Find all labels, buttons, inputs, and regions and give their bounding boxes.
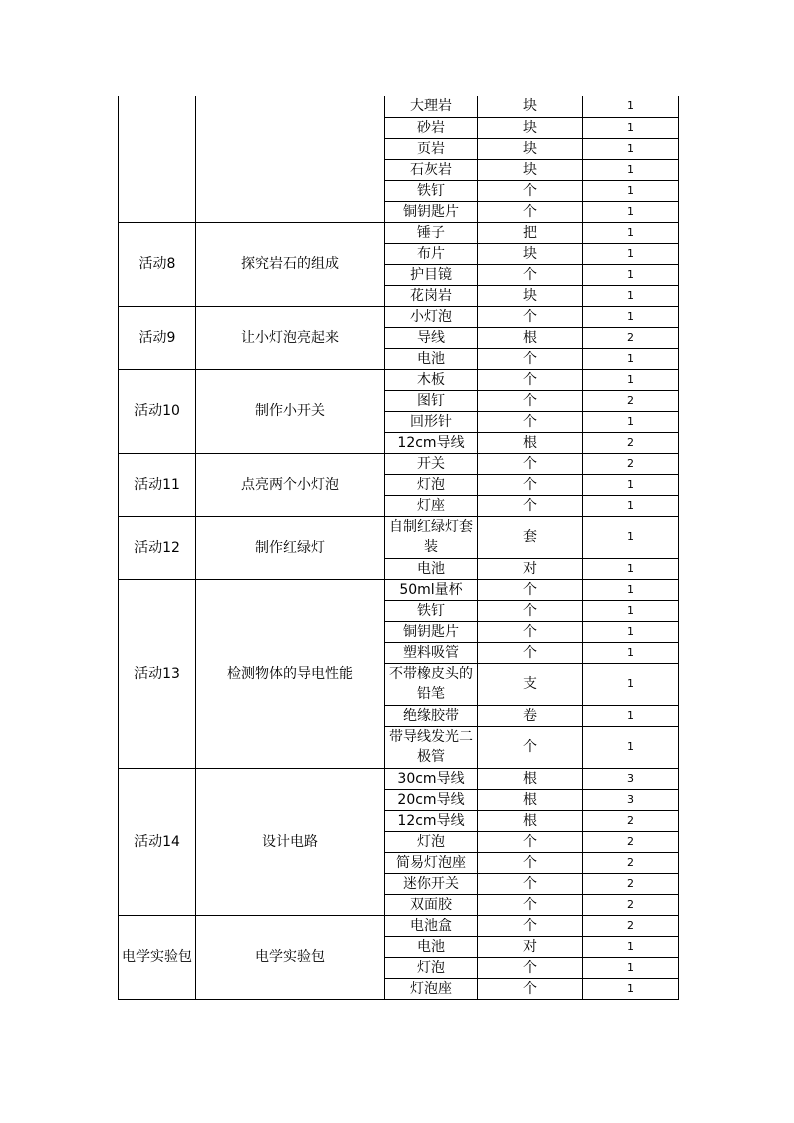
item-qty-cell: 1 [583,579,679,600]
activity-cell: 活动8 [119,222,196,306]
item-qty-cell: 1 [583,705,679,726]
item-unit-cell: 对 [478,558,583,579]
topic-cell: 点亮两个小灯泡 [196,453,385,516]
item-unit-cell: 根 [478,789,583,810]
item-name-cell: 木板 [385,369,478,390]
item-name-cell: 12cm导线 [385,432,478,453]
item-name-cell: 铜钥匙片 [385,621,478,642]
item-name-cell: 20cm导线 [385,789,478,810]
item-name-cell: 塑料吸管 [385,642,478,663]
item-name-cell: 绝缘胶带 [385,705,478,726]
topic-cell: 制作红绿灯 [196,516,385,579]
item-unit-cell: 个 [478,831,583,852]
item-name-cell: 迷你开关 [385,873,478,894]
item-name-cell: 开关 [385,453,478,474]
item-qty-cell: 1 [583,474,679,495]
item-qty-cell: 1 [583,663,679,705]
item-unit-cell: 个 [478,348,583,369]
item-unit-cell: 个 [478,474,583,495]
table-row [119,96,679,117]
item-unit-cell: 个 [478,201,583,222]
item-qty-cell: 1 [583,516,679,558]
topic-cell: 电学实验包 [196,915,385,999]
item-unit-cell: 个 [478,873,583,894]
activity-cell: 活动14 [119,768,196,915]
item-name-cell: 双面胶 [385,894,478,915]
item-name-cell: 灯泡 [385,474,478,495]
item-unit-cell: 块 [478,243,583,264]
item-qty-cell: 1 [583,495,679,516]
table-row [119,453,679,474]
item-unit-cell: 个 [478,369,583,390]
item-qty-cell: 1 [583,558,679,579]
item-qty-cell: 1 [583,348,679,369]
item-unit-cell: 块 [478,285,583,306]
item-qty-cell: 2 [583,453,679,474]
item-qty-cell: 1 [583,117,679,138]
item-qty-cell: 1 [583,957,679,978]
item-unit-cell: 支 [478,663,583,705]
table-row [119,915,679,936]
item-unit-cell: 个 [478,453,583,474]
item-unit-cell: 块 [478,96,583,117]
item-name-cell: 灯泡座 [385,978,478,999]
item-name-cell: 带导线发光二极管 [385,726,478,768]
item-qty-cell: 1 [583,642,679,663]
item-unit-cell: 根 [478,768,583,789]
item-name-cell: 大理岩 [385,96,478,117]
topic-cell: 设计电路 [196,768,385,915]
item-qty-cell: 1 [583,159,679,180]
table-row [119,768,679,789]
item-qty-cell: 1 [583,369,679,390]
item-qty-cell: 2 [583,831,679,852]
item-unit-cell: 个 [478,915,583,936]
item-qty-cell: 2 [583,432,679,453]
item-name-cell: 灯座 [385,495,478,516]
topic-cell [196,96,385,222]
item-unit-cell: 个 [478,642,583,663]
item-unit-cell: 块 [478,159,583,180]
item-unit-cell: 对 [478,936,583,957]
item-qty-cell: 1 [583,285,679,306]
item-name-cell: 不带橡皮头的铅笔 [385,663,478,705]
activity-cell: 活动9 [119,306,196,369]
item-qty-cell: 2 [583,894,679,915]
item-unit-cell: 根 [478,327,583,348]
item-name-cell: 铁钉 [385,600,478,621]
item-unit-cell: 个 [478,726,583,768]
item-name-cell: 50ml量杯 [385,579,478,600]
item-qty-cell: 1 [583,222,679,243]
item-name-cell: 铜钥匙片 [385,201,478,222]
item-unit-cell: 个 [478,957,583,978]
item-name-cell: 小灯泡 [385,306,478,327]
item-qty-cell: 2 [583,390,679,411]
item-name-cell: 布片 [385,243,478,264]
item-name-cell: 图钉 [385,390,478,411]
table-row [119,306,679,327]
activity-cell: 活动10 [119,369,196,453]
materials-table-body [119,96,679,999]
item-name-cell: 灯泡 [385,831,478,852]
item-name-cell: 页岩 [385,138,478,159]
item-qty-cell: 1 [583,138,679,159]
item-name-cell: 自制红绿灯套装 [385,516,478,558]
item-qty-cell: 2 [583,852,679,873]
item-unit-cell: 套 [478,516,583,558]
item-qty-cell: 1 [583,201,679,222]
item-name-cell: 回形针 [385,411,478,432]
item-unit-cell: 个 [478,621,583,642]
table-row [119,579,679,600]
topic-cell: 让小灯泡亮起来 [196,306,385,369]
item-unit-cell: 个 [478,411,583,432]
table-row [119,222,679,243]
item-unit-cell: 个 [478,180,583,201]
item-unit-cell: 根 [478,432,583,453]
activity-cell: 电学实验包 [119,915,196,999]
item-name-cell: 石灰岩 [385,159,478,180]
item-name-cell: 锤子 [385,222,478,243]
item-qty-cell: 1 [583,96,679,117]
item-unit-cell: 块 [478,117,583,138]
item-qty-cell: 1 [583,411,679,432]
item-unit-cell: 个 [478,306,583,327]
item-unit-cell: 个 [478,894,583,915]
item-qty-cell: 1 [583,306,679,327]
item-qty-cell: 1 [583,600,679,621]
item-name-cell: 简易灯泡座 [385,852,478,873]
item-qty-cell: 2 [583,810,679,831]
item-name-cell: 电池 [385,348,478,369]
topic-cell: 检测物体的导电性能 [196,579,385,768]
item-qty-cell: 1 [583,936,679,957]
item-unit-cell: 卷 [478,705,583,726]
item-unit-cell: 把 [478,222,583,243]
item-unit-cell: 根 [478,810,583,831]
item-name-cell: 12cm导线 [385,810,478,831]
item-qty-cell: 3 [583,789,679,810]
topic-cell: 探究岩石的组成 [196,222,385,306]
item-qty-cell: 1 [583,726,679,768]
activity-cell: 活动12 [119,516,196,579]
activity-cell: 活动13 [119,579,196,768]
item-name-cell: 铁钉 [385,180,478,201]
item-name-cell: 导线 [385,327,478,348]
table-row [119,369,679,390]
item-name-cell: 灯泡 [385,957,478,978]
activity-cell [119,96,196,222]
item-qty-cell: 1 [583,264,679,285]
topic-cell: 制作小开关 [196,369,385,453]
item-name-cell: 砂岩 [385,117,478,138]
item-unit-cell: 个 [478,495,583,516]
item-qty-cell: 2 [583,327,679,348]
item-unit-cell: 块 [478,138,583,159]
item-name-cell: 电池 [385,936,478,957]
item-name-cell: 花岗岩 [385,285,478,306]
item-unit-cell: 个 [478,600,583,621]
item-name-cell: 电池 [385,558,478,579]
item-unit-cell: 个 [478,579,583,600]
activity-cell: 活动11 [119,453,196,516]
item-qty-cell: 1 [583,621,679,642]
item-qty-cell: 1 [583,243,679,264]
item-qty-cell: 1 [583,978,679,999]
item-qty-cell: 2 [583,915,679,936]
item-name-cell: 电池盒 [385,915,478,936]
materials-table [118,96,679,1000]
item-qty-cell: 1 [583,180,679,201]
item-unit-cell: 个 [478,852,583,873]
item-unit-cell: 个 [478,978,583,999]
item-name-cell: 护目镜 [385,264,478,285]
item-unit-cell: 个 [478,264,583,285]
item-unit-cell: 个 [478,390,583,411]
table-row [119,516,679,558]
item-qty-cell: 2 [583,873,679,894]
item-name-cell: 30cm导线 [385,768,478,789]
item-qty-cell: 3 [583,768,679,789]
